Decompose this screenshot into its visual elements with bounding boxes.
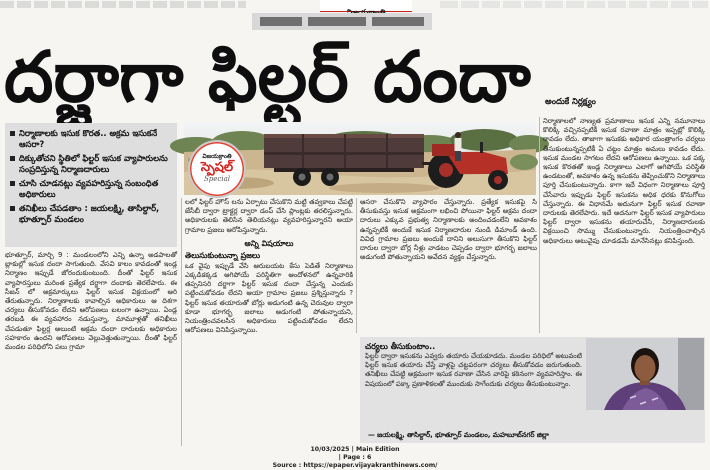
quote-byline: — జయలక్ష్మి, తాసిల్దార్, భూత్పూర్ మండలం, మహబూబ్‌నగర్ జిల్లా [368, 431, 549, 439]
column-two-subhead-2: తెలుసుకుంటున్నా ప్రజలు [185, 251, 261, 261]
bullet-square-icon [10, 181, 15, 186]
portrait-graphic [586, 338, 704, 410]
exhaust-pipe [480, 142, 483, 153]
masthead-logo [320, 0, 412, 12]
quote-subhead: చర్యలు తీసుకుంటాం.. [365, 342, 436, 351]
cropped-text-block [260, 17, 302, 26]
highlight-text: నిర్మాణాలకు ఇసుక కొరత.. అక్రమ ఇసుకనే ఆసరా? [19, 128, 158, 149]
column-four-subhead: అందుకే నిర్లక్ష్యం [545, 96, 596, 106]
column-four [539, 117, 705, 333]
footer-page-number: | Page : 6 [338, 453, 372, 461]
column-three-body: ఆసరా చేసుకొని వ్యాపారం చేస్తున్నారు. ప్రత్యేక ఇసుకపై సి తీసుకువస్తు ఇసుక అక్రమంగా లభించి పోయినా ఫిల్టర్ అక్రమ దందా దారులు ఎక్కువ ప్రభుత్వ నిర్మాణాలకు అందించడంలేని అవకాశం ఉన్నప్పటికీ అందుకే ఇసుక నిర్మాణదారుల నుండి డిమాండ్ ఉంది. వివిధ గ్రామాల ప్రజలు అందుకే దానిని అలుసుగా తీసుకొని ఫిల్టర్ దారుల ద్వారా బోర్ల నీళ్లు వాడటం చెప్పడం ద్వారా భూగర్భ జలాలు అడుగంటి పోతున్నాయని ఆవేదన వ్యక్తం చేస్తున్నారు. [360, 198, 537, 262]
bullet-square-icon [10, 131, 15, 136]
cropped-previous-headline [252, 13, 432, 30]
person-standing [455, 132, 462, 161]
official-portrait-photo [586, 338, 704, 410]
cropped-top-right-text [440, 1, 708, 8]
cropped-text-block [308, 17, 366, 26]
column-two-subhead-1: అన్ని విషయాలు [244, 238, 294, 248]
cropped-top-left-text [0, 1, 246, 8]
footer-date-edition: 10/03/2025 | Main Edition [310, 446, 400, 453]
highlight-item [10, 203, 172, 225]
badge-special-script: Special [204, 175, 230, 183]
footer-source-url: Source : https://epaper.vijayakranthinews.com/ [272, 461, 438, 469]
highlight-item [10, 128, 172, 150]
badge-logo-text: విజయక్రాంతి [202, 153, 232, 160]
column-three [356, 198, 537, 333]
highlight-text: తనిఖీలు చేపడతాం : జయలక్ష్మి, తాసిల్దార్, భూత్పూర్ మండలం [19, 203, 160, 224]
column-two [181, 198, 353, 446]
highlights-box [5, 123, 177, 247]
special-badge [188, 140, 246, 198]
epaper-footer [0, 446, 710, 470]
face [635, 355, 656, 381]
column-four-body: నిర్మాణాలలో నాణ్యత ప్రమాణాలు ఇసుక ఎన్ని నమూనాలు కొలిక్కి వచ్చినప్పటికీ ఇసుక రవాణా మాత్రం ఇప్పట్లో కొలిక్కి రావడం లేదు. తాజాగా ఇసుకకు అధికార యంత్రాంగం చర్యలు తీసుకుంటున్నప్పటికీ ఏ చట్టం మాత్రం అమలు కావడం లేదు. ఇసుక మండల సాగటం లేదని ఆరోపణలు ఉన్నాయి. ఒక పక్క ఇసుక కొరతతో ఇండ్ల నిర్మాణాలు ఎలాగో ఆగిపోయే పరిస్థితి ఉండటంతో, అవకాశం ఉన్న ఇసుకను తెప్పించుకొని నిర్మాణాలు పూర్తి చేసుకుంటున్నారు. కాగా ఇదే విధంగా నిర్మాణాలు పూర్తి చేసేవారు ఇప్పుడు ఫిల్టర్ ఇసుకను అధిక ధరకు కొనుగోలు చేస్తున్నారు. ఈ విధానమే అదునుగా ఫిల్టర్ ఇసుక రవాణా దారులకు తెరలేపారు. ఇదే అదనుగా ఫిల్టర్ ఇసుక వ్యాపారులు ఫిల్టర్ ద్వారా ఇసుకను తయారుచేసి, నిర్మాణదారులకు విక్రయించి సొమ్ము చేసుకుంటున్నారు. నియంత్రించాల్సిన అధికారులు అటువైపు చూడడమే మానేసినట్లు కనిపిస్తుంది. [543, 117, 705, 245]
cropped-text-block [372, 17, 424, 26]
bullet-square-icon [10, 156, 15, 161]
highlight-text: దిక్కుతోచని స్థితిలో ఫిల్టర్ ఇసుక వ్యాపారులను సంప్రదిస్తున్న నిర్మాణదారులు [19, 153, 168, 174]
quote-body: ఫిల్టర్ ద్వారా ఇసుకను ఎవ్వరు తయారు చేయకూడదు. మండల పరిధిలో అటువంటి ఫిల్టర్ ఇసుక తయారు చేస్తే వాళ్లపై చట్టపరంగా చర్యలు తీసుకోవడం జరుగుతుంది. తనిఖీలు చేపట్టి అక్రమంగా ఇసుక రవాణా చేసిన వారిపై కఠినంగా వ్యవహరిస్తాం. ఈ విషయంలో పక్కా ప్రణాళికలతో ముందుకు సాగేందుకు చర్యలు తీసుకుంటున్నాం. [365, 352, 582, 388]
highlight-text: చూసి చూడనట్లు వ్యవహరిస్తున్న సంబంధిత అధికారులు [19, 178, 159, 199]
column-two-body: ఒక వైపు ఇప్పుడే వేసి ఆరుబయట కేసు పెడితే నిర్మాణాలు ఎక్కడికక్కడ ఆగిపోయే పరిస్థితిగా ఆందోళనలో ఉన్నవారికి తప్పనిసరి దర్జాగా ఫిల్టర్ ఇసుక దందా చేస్తున్న ఎందుకు పట్టించుకోవడం లేదని ఆయా గ్రామాల ప్రజలు ప్రశ్నిస్తున్నారు ? ఫిల్టర్ ఇసుక తయారుతో బోర్లు అడుగంటి ఉన్న చెరువుల ద్వారా కూడా భూగర్భ జలాలు అడుగంటి పోతున్నాయని, నియంత్రించవలసిన అధికారులు పట్టించుకోవడం లేదని ఆరోపణలు వినిపిస్తున్నాయి. [185, 261, 353, 335]
highlight-item [10, 178, 172, 200]
article-headline: దర్జాగా ఫిల్టర్ దందా [4, 36, 531, 118]
column-lead [5, 251, 177, 446]
bullet-square-icon [10, 206, 15, 211]
official-quote-box [360, 337, 705, 443]
column-two-intro: లలో ఫిల్టర్ హౌస్ లను ఏర్పాటు చేసుకొని మట్టి తవ్వకాలు చేపట్టి జేసీబీ ద్వారా ట్రాక్టర్ల ద్వారా డంప్ చేసి ప్లాంట్లకు తరలిస్తున్నారు. అధికారులకు తెలిసిన తెలియనట్లు వ్యవహరిస్తున్నారని అయా గ్రామాల ప్రజలు ఆరోపిస్తున్నారు. [185, 198, 353, 234]
lead-paragraph: భూత్పూర్, మార్చి 9 : మండలంలోని ఎన్ని ఉన్నా అడపాలతో బ్లాకుల్లో ఇసుక దందా సాగుతుంది. వేసవి కాలం కావడంతో ఇండ్ల నిర్మాణం ఇప్పుడే జోరందుకుంటుంది. దీంతో ఫిల్టర్ ఇసుక వ్యాపారస్తులు మరింత ప్రత్యేక దర్జాగా దందాకు తెరలేపారు. ఈ సీజన్ లో అక్రమార్కులు ఫిల్టర్ ఇసుక విక్రయంలో ఆరి తేరుతున్నారు. నిర్మాణాలకు కావాల్సిన అధికారులు ఆ దిశగా చర్యలు తీసుకోవడం లేదని ఆరోపణలు బలంగా ఉన్నాయి. ఏండ్ల తరబడి ఈ వ్యవహారం నడుస్తున్నా, మామూళ్లతో తనిఖీలు చేపడుతూ ఫిల్టర్ల అలుంటి అక్రమ దందా దారులకు అధికారుల సహకారం ఉందని ఆరోపణలు వెల్లువెత్తుతున్నాయి. దీంతో ఫిల్టర్ మండల పరిధిలోని పలు గ్రామా [5, 251, 177, 352]
badge-special-telugu: స్పెషల్ [200, 160, 234, 175]
highlight-item [10, 153, 172, 175]
